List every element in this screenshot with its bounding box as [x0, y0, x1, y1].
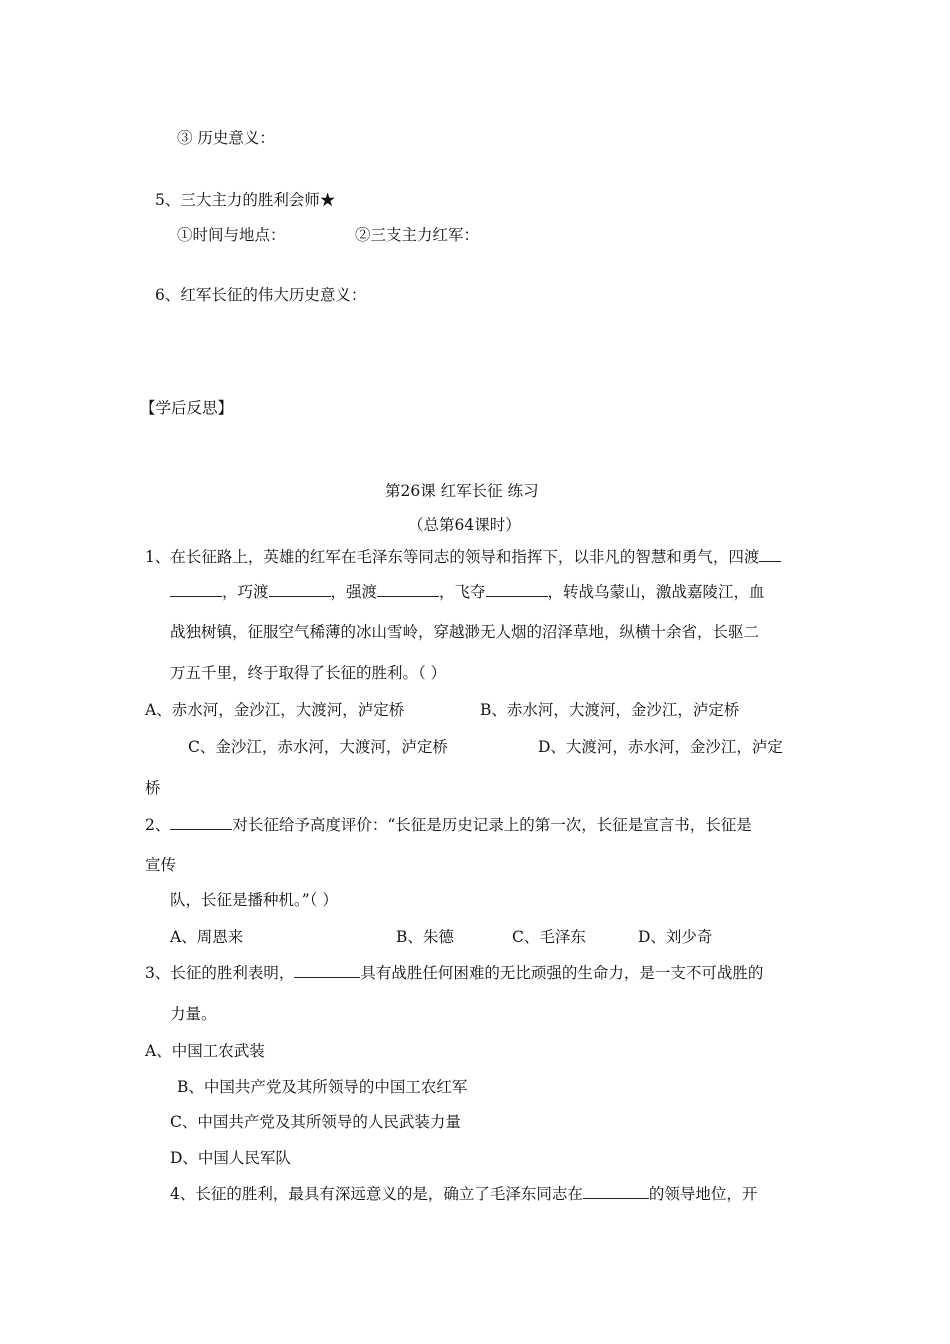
- item-5-three-armies: ②三支主力红军：: [355, 226, 480, 244]
- lesson-subtitle: （总第64课时）: [408, 516, 521, 534]
- q2-option-a: A、周恩来: [170, 928, 244, 946]
- q1-text: ，转战乌蒙山，激战嘉陵江，血: [547, 583, 765, 601]
- item-6-heading: 6、红军长征的伟大历史意义：: [155, 286, 367, 304]
- item-5-time-place: ①时间与地点：: [177, 226, 286, 244]
- q1-option-c: C、金沙江，赤水河，大渡河，泸定桥: [188, 738, 448, 756]
- q4-text: 的领导地位，开: [648, 1185, 758, 1203]
- q2-blank: [170, 815, 232, 830]
- q3-option-a: A、中国工农武装: [145, 1042, 265, 1060]
- q1-text: ，飞夺: [439, 583, 486, 601]
- q1-line2: [170, 582, 765, 602]
- q2-option-c: C、毛泽东: [512, 928, 586, 946]
- q4-blank: [583, 1184, 649, 1199]
- q3-text: 具有战胜任何困难的无比顽强的生命力，是一支不可战胜的: [360, 964, 764, 982]
- q1-option-a: A、赤水河，金沙江，大渡河，泸定桥: [145, 701, 405, 719]
- q1-option-b: B、赤水河，大渡河，金沙江，泸定桥: [480, 701, 740, 719]
- q1-line3: 战独树镇，征服空气稀薄的冰山雪岭，穿越渺无人烟的沼泽草地，纵横十余省，长驱二: [170, 623, 760, 641]
- q3-option-d: D、中国人民军队: [170, 1149, 291, 1167]
- q3-line2: 力量。: [170, 1005, 217, 1023]
- q1-option-d-cont: 桥: [145, 779, 161, 797]
- q1-option-d: D、大渡河，赤水河，金沙江，泸定: [538, 738, 783, 756]
- q2-number: 2、: [145, 816, 171, 834]
- item-5-heading: 5、三大主力的胜利会师★: [155, 191, 336, 209]
- q2-line1: [145, 815, 752, 835]
- q4-line1: [170, 1184, 757, 1204]
- q2-line1-cont: 宣传: [145, 856, 177, 874]
- q2-text: 对长征给予高度评价：“长征是历史记录上的第一次，长征是宣言书，长征是: [232, 816, 752, 834]
- lesson-title: 第26课 红军长征 练习: [385, 482, 539, 500]
- q3-text: 3、长征的胜利表明，: [145, 964, 295, 982]
- item-3-historical-significance: ③ 历史意义：: [177, 129, 275, 147]
- reflection-heading: 【学后反思】: [140, 399, 234, 417]
- q2-line2: 队，长征是播种机。”（ ）: [170, 891, 338, 909]
- q1-line4: 万五千里，终于取得了长征的胜利。（ ）: [170, 664, 447, 682]
- q2-option-d: D、刘少奇: [638, 928, 713, 946]
- q1-blank-1a: [759, 547, 781, 562]
- q2-option-b: B、朱德: [396, 928, 454, 946]
- q1-text: ，巧渡: [222, 583, 269, 601]
- q1-text: ，强渡: [330, 583, 378, 601]
- q3-option-b: B、中国共产党及其所领导的中国工农红军: [177, 1078, 468, 1096]
- q3-option-c: C、中国共产党及其所领导的人民武装力量: [170, 1113, 461, 1131]
- q1-blank-4: [486, 582, 548, 597]
- q3-line1: [145, 963, 763, 983]
- q3-blank: [294, 963, 360, 978]
- q1-line1: [145, 547, 781, 567]
- q1-blank-2: [269, 582, 331, 597]
- q1-text: 1、在长征路上，英雄的红军在毛泽东等同志的领导和指挥下，以非凡的智慧和勇气，四渡: [145, 548, 760, 566]
- q1-blank-1b: [170, 582, 222, 597]
- q1-blank-3: [377, 582, 439, 597]
- q4-text: 4、长征的胜利，最具有深远意义的是，确立了毛泽东同志在: [170, 1185, 583, 1203]
